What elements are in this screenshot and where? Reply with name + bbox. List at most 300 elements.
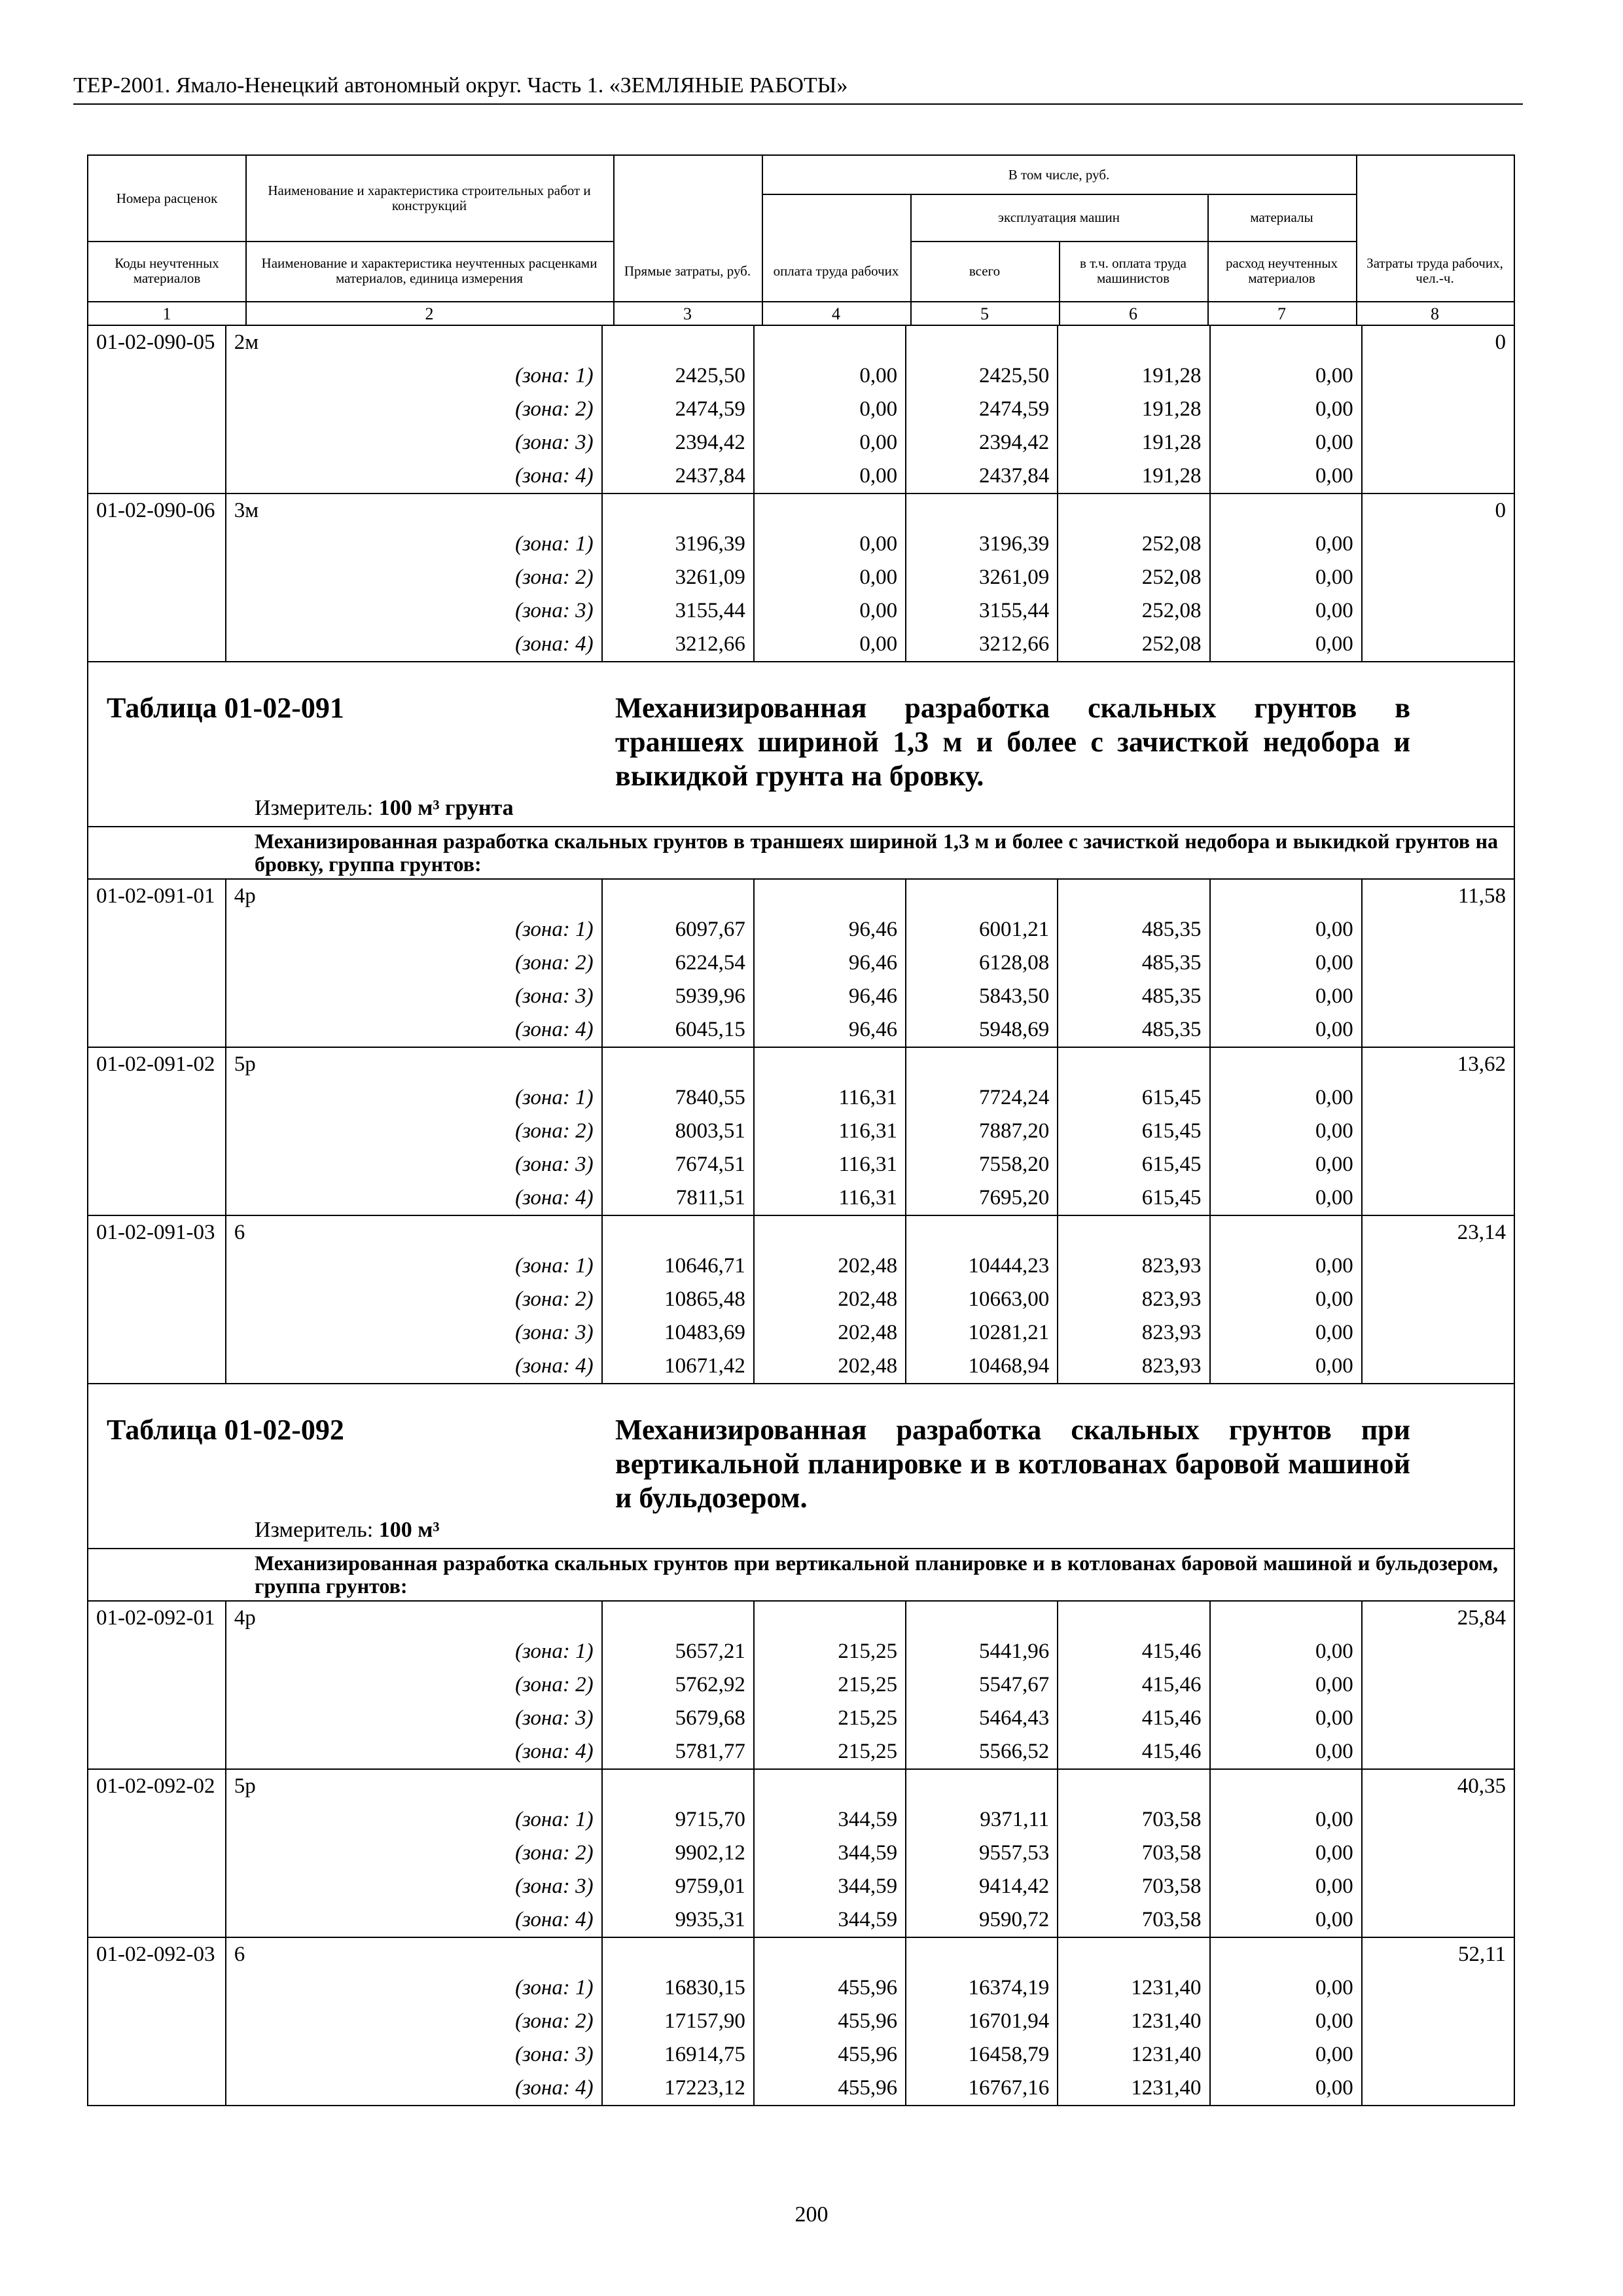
zone-row	[88, 1668, 1514, 1702]
machinist-wages: 615,45	[1058, 1148, 1209, 1181]
zone-row	[88, 1148, 1514, 1181]
empty-cell	[1210, 1047, 1362, 1081]
empty-cell	[88, 913, 226, 946]
empty-cell	[1058, 493, 1209, 528]
zone-row	[88, 2005, 1514, 2038]
zone-row	[88, 1249, 1514, 1283]
header-name-bottom: Наименование и характеристика неучтенных расценками материалов, единица измерения	[261, 255, 597, 286]
wages-cost: 455,96	[754, 2072, 906, 2105]
labor-cost: 25,84	[1362, 1601, 1514, 1635]
rate-code: 01-02-091-01	[88, 879, 226, 913]
machines-cost: 10663,00	[906, 1283, 1058, 1316]
materials-cost: 0,00	[1210, 2038, 1362, 2072]
zone-row	[88, 628, 1514, 661]
materials-cost: 0,00	[1210, 1635, 1362, 1668]
wages-cost: 215,25	[754, 1735, 906, 1769]
zone-label: (зона: 4)	[226, 2072, 602, 2105]
zone-row	[88, 1635, 1514, 1668]
zone-row	[88, 1735, 1514, 1769]
empty-cell	[1362, 1249, 1514, 1283]
machines-cost: 3196,39	[906, 528, 1058, 561]
zone-label: (зона: 1)	[226, 913, 602, 946]
machines-cost: 5566,52	[906, 1735, 1058, 1769]
machinist-wages: 191,28	[1058, 426, 1209, 459]
direct-cost: 6224,54	[602, 946, 754, 980]
machinist-wages: 252,08	[1058, 594, 1209, 628]
materials-cost: 0,00	[1210, 459, 1362, 493]
empty-cell	[88, 359, 226, 393]
wages-cost: 344,59	[754, 1903, 906, 1937]
machines-cost: 5948,69	[906, 1013, 1058, 1047]
materials-cost: 0,00	[1210, 528, 1362, 561]
wages-cost: 455,96	[754, 2038, 906, 2072]
header-machinist-wages: в т.ч. оплата труда машинистов	[1080, 255, 1186, 286]
machinist-wages: 1231,40	[1058, 1971, 1209, 2005]
zone-label: (зона: 3)	[226, 1870, 602, 1903]
section-description: Механизированная разработка скальных грунтов в траншеях шириной 1,3 м и более с зачисткой недобора и выкидкой грунтов на бровку, группа грунтов:	[255, 829, 1498, 876]
empty-cell	[1362, 594, 1514, 628]
empty-cell	[88, 1115, 226, 1148]
empty-cell	[1362, 1350, 1514, 1383]
empty-cell	[88, 1702, 226, 1735]
header-codes-top: Номера расценок	[116, 190, 218, 206]
machines-cost: 5441,96	[906, 1635, 1058, 1668]
unit-label: Измеритель:	[255, 1518, 374, 1542]
rate-name: 5р	[226, 1047, 602, 1081]
materials-cost: 0,00	[1210, 359, 1362, 393]
empty-cell	[1362, 1283, 1514, 1316]
zone-label: (зона: 2)	[226, 561, 602, 594]
header-labor: Затраты труда рабочих, чел.-ч.	[1366, 255, 1503, 286]
zone-row	[88, 1316, 1514, 1350]
empty-cell	[88, 1903, 226, 1937]
empty-cell	[1362, 980, 1514, 1013]
zone-row	[88, 1702, 1514, 1735]
zone-row	[88, 393, 1514, 426]
rate-name: 4р	[226, 879, 602, 913]
zone-label: (зона: 4)	[226, 459, 602, 493]
labor-cost: 13,62	[1362, 1047, 1514, 1081]
empty-cell	[88, 1013, 226, 1047]
empty-cell	[1362, 1837, 1514, 1870]
rate-row	[88, 879, 1514, 913]
materials-cost: 0,00	[1210, 1350, 1362, 1383]
zone-row	[88, 426, 1514, 459]
labor-cost: 0	[1362, 493, 1514, 528]
empty-cell	[1362, 1635, 1514, 1668]
zone-row	[88, 594, 1514, 628]
direct-cost: 17223,12	[602, 2072, 754, 2105]
machines-cost: 7887,20	[906, 1115, 1058, 1148]
materials-cost: 0,00	[1210, 628, 1362, 661]
materials-cost: 0,00	[1210, 1249, 1362, 1283]
wages-cost: 96,46	[754, 1013, 906, 1047]
machinist-wages: 252,08	[1058, 628, 1209, 661]
zone-row	[88, 2072, 1514, 2105]
rate-code: 01-02-092-01	[88, 1601, 226, 1635]
direct-cost: 10646,71	[602, 1249, 754, 1283]
materials-cost: 0,00	[1210, 1735, 1362, 1769]
zone-label: (зона: 1)	[226, 1971, 602, 2005]
zone-row	[88, 980, 1514, 1013]
machinist-wages: 191,28	[1058, 359, 1209, 393]
empty-cell	[602, 1047, 754, 1081]
wages-cost: 116,31	[754, 1148, 906, 1181]
machines-cost: 9371,11	[906, 1803, 1058, 1837]
empty-cell	[754, 1601, 906, 1635]
machinist-wages: 1231,40	[1058, 2005, 1209, 2038]
section-title-block	[88, 1384, 1514, 1548]
wages-cost: 96,46	[754, 946, 906, 980]
materials-cost: 0,00	[1210, 426, 1362, 459]
materials-cost: 0,00	[1210, 393, 1362, 426]
empty-cell	[88, 946, 226, 980]
direct-cost: 6045,15	[602, 1013, 754, 1047]
direct-cost: 2394,42	[602, 426, 754, 459]
direct-cost: 5657,21	[602, 1635, 754, 1668]
zone-row	[88, 1971, 1514, 2005]
col-number-1: 1	[162, 304, 171, 323]
machinist-wages: 615,45	[1058, 1081, 1209, 1115]
materials-cost: 0,00	[1210, 594, 1362, 628]
empty-cell	[754, 493, 906, 528]
empty-cell	[602, 1215, 754, 1249]
page-header: ТЕР-2001. Ямало-Ненецкий автономный округ. Часть 1. «ЗЕМЛЯНЫЕ РАБОТЫ»	[73, 73, 1523, 105]
zone-row	[88, 459, 1514, 493]
empty-cell	[88, 594, 226, 628]
empty-cell	[88, 528, 226, 561]
col-number-2: 2	[425, 304, 434, 323]
materials-cost: 0,00	[1210, 2072, 1362, 2105]
machinist-wages: 615,45	[1058, 1115, 1209, 1148]
wages-cost: 96,46	[754, 913, 906, 946]
zone-row	[88, 1115, 1514, 1148]
header-machines-total: всего	[969, 262, 1001, 279]
header-codes-bottom: Коды неучтенных материалов	[115, 255, 219, 286]
empty-cell	[1362, 2072, 1514, 2105]
wages-cost: 455,96	[754, 1971, 906, 2005]
empty-cell	[1362, 1971, 1514, 2005]
wages-cost: 455,96	[754, 2005, 906, 2038]
wages-cost: 0,00	[754, 594, 906, 628]
machines-cost: 10281,21	[906, 1316, 1058, 1350]
empty-cell	[88, 1870, 226, 1903]
labor-cost: 52,11	[1362, 1937, 1514, 1971]
rate-name: 3м	[226, 493, 602, 528]
empty-cell	[906, 326, 1058, 359]
machines-cost: 10444,23	[906, 1249, 1058, 1283]
machinist-wages: 823,93	[1058, 1249, 1209, 1283]
empty-cell	[1362, 1870, 1514, 1903]
materials-cost: 0,00	[1210, 946, 1362, 980]
header-including: В том числе, руб.	[1008, 166, 1110, 183]
empty-cell	[88, 1283, 226, 1316]
empty-cell	[1362, 628, 1514, 661]
zone-row	[88, 2038, 1514, 2072]
direct-cost: 16914,75	[602, 2038, 754, 2072]
labor-cost: 40,35	[1362, 1769, 1514, 1803]
rate-name: 6	[226, 1215, 602, 1249]
direct-cost: 9715,70	[602, 1803, 754, 1837]
empty-cell	[1362, 1735, 1514, 1769]
machines-cost: 16767,16	[906, 2072, 1058, 2105]
empty-cell	[1058, 1215, 1209, 1249]
zone-label: (зона: 1)	[226, 1081, 602, 1115]
table-body	[87, 326, 1515, 2106]
empty-cell	[906, 1937, 1058, 1971]
direct-cost: 7674,51	[602, 1148, 754, 1181]
materials-cost: 0,00	[1210, 1013, 1362, 1047]
empty-cell	[906, 879, 1058, 913]
rate-name: 4р	[226, 1601, 602, 1635]
machinist-wages: 703,58	[1058, 1870, 1209, 1903]
empty-cell	[88, 426, 226, 459]
materials-cost: 0,00	[1210, 980, 1362, 1013]
zone-label: (зона: 4)	[226, 1181, 602, 1215]
zone-label: (зона: 3)	[226, 980, 602, 1013]
wages-cost: 344,59	[754, 1803, 906, 1837]
machinist-wages: 415,46	[1058, 1668, 1209, 1702]
empty-cell	[1058, 326, 1209, 359]
wages-cost: 215,25	[754, 1702, 906, 1735]
empty-cell	[1362, 359, 1514, 393]
wages-cost: 0,00	[754, 628, 906, 661]
direct-cost: 10671,42	[602, 1350, 754, 1383]
wages-cost: 215,25	[754, 1635, 906, 1668]
machinist-wages: 823,93	[1058, 1283, 1209, 1316]
zone-label: (зона: 4)	[226, 1903, 602, 1937]
zone-row	[88, 359, 1514, 393]
empty-cell	[1362, 946, 1514, 980]
machines-cost: 3261,09	[906, 561, 1058, 594]
zone-label: (зона: 2)	[226, 1668, 602, 1702]
machines-cost: 7695,20	[906, 1181, 1058, 1215]
empty-cell	[1362, 1668, 1514, 1702]
machinist-wages: 823,93	[1058, 1316, 1209, 1350]
zone-label: (зона: 3)	[226, 2038, 602, 2072]
zone-row	[88, 1803, 1514, 1837]
empty-cell	[88, 980, 226, 1013]
materials-cost: 0,00	[1210, 1870, 1362, 1903]
materials-cost: 0,00	[1210, 1115, 1362, 1148]
empty-cell	[906, 1769, 1058, 1803]
zone-label: (зона: 1)	[226, 1249, 602, 1283]
empty-cell	[88, 2005, 226, 2038]
page-number: 200	[794, 2202, 829, 2227]
zone-label: (зона: 2)	[226, 1837, 602, 1870]
direct-cost: 3155,44	[602, 594, 754, 628]
empty-cell	[754, 879, 906, 913]
empty-cell	[906, 1047, 1058, 1081]
rate-row	[88, 1769, 1514, 1803]
machinist-wages: 615,45	[1058, 1181, 1209, 1215]
unit-value: 100 м³ грунта	[378, 796, 514, 820]
empty-cell	[1362, 528, 1514, 561]
direct-cost: 10483,69	[602, 1316, 754, 1350]
materials-cost: 0,00	[1210, 1971, 1362, 2005]
price-table	[87, 154, 1515, 2161]
zone-row	[88, 1013, 1514, 1047]
wages-cost: 202,48	[754, 1249, 906, 1283]
direct-cost: 7840,55	[602, 1081, 754, 1115]
direct-cost: 5679,68	[602, 1702, 754, 1735]
zone-label: (зона: 2)	[226, 393, 602, 426]
zone-label: (зона: 4)	[226, 1735, 602, 1769]
zone-row	[88, 1837, 1514, 1870]
machines-cost: 9557,53	[906, 1837, 1058, 1870]
rate-code: 01-02-092-02	[88, 1769, 226, 1803]
zone-label: (зона: 3)	[226, 1148, 602, 1181]
rate-name: 2м	[226, 326, 602, 359]
empty-cell	[1362, 2005, 1514, 2038]
empty-cell	[88, 1249, 226, 1283]
direct-cost: 5762,92	[602, 1668, 754, 1702]
empty-cell	[754, 1215, 906, 1249]
materials-cost: 0,00	[1210, 913, 1362, 946]
rate-row	[88, 1215, 1514, 1249]
machines-cost: 5547,67	[906, 1668, 1058, 1702]
materials-cost: 0,00	[1210, 1702, 1362, 1735]
empty-cell	[1362, 1115, 1514, 1148]
machinist-wages: 485,35	[1058, 1013, 1209, 1047]
empty-cell	[88, 1803, 226, 1837]
zone-label: (зона: 2)	[226, 1115, 602, 1148]
col-number-7: 7	[1277, 304, 1286, 323]
rate-group-table	[88, 326, 1514, 661]
machines-cost: 9414,42	[906, 1870, 1058, 1903]
direct-cost: 6097,67	[602, 913, 754, 946]
direct-cost: 17157,90	[602, 2005, 754, 2038]
zone-label: (зона: 4)	[226, 1350, 602, 1383]
empty-cell	[1362, 426, 1514, 459]
empty-cell	[1210, 1937, 1362, 1971]
machinist-wages: 415,46	[1058, 1735, 1209, 1769]
empty-cell	[1362, 1081, 1514, 1115]
empty-cell	[1362, 2038, 1514, 2072]
empty-cell	[1058, 1601, 1209, 1635]
zone-label: (зона: 1)	[226, 1803, 602, 1837]
empty-cell	[1362, 1181, 1514, 1215]
machinist-wages: 485,35	[1058, 980, 1209, 1013]
rate-code: 01-02-090-06	[88, 493, 226, 528]
zone-row	[88, 913, 1514, 946]
zone-label: (зона: 2)	[226, 946, 602, 980]
direct-cost: 7811,51	[602, 1181, 754, 1215]
empty-cell	[602, 1601, 754, 1635]
wages-cost: 0,00	[754, 528, 906, 561]
machinist-wages: 485,35	[1058, 913, 1209, 946]
empty-cell	[1058, 879, 1209, 913]
section-description-block	[88, 1548, 1514, 1600]
machinist-wages: 1231,40	[1058, 2072, 1209, 2105]
empty-cell	[88, 1735, 226, 1769]
section-table-name: Таблица 01-02-092	[107, 1414, 344, 1446]
wages-cost: 0,00	[754, 359, 906, 393]
empty-cell	[1362, 393, 1514, 426]
machinist-wages: 191,28	[1058, 393, 1209, 426]
machinist-wages: 485,35	[1058, 946, 1209, 980]
col-number-4: 4	[832, 304, 840, 323]
section-title: Механизированная разработка скальных грунтов в траншеях шириной 1,3 м и более с зачисткой недобора и выкидкой грунта на бровку.	[615, 692, 1410, 792]
header-direct-costs: Прямые затраты, руб.	[624, 262, 751, 279]
machinist-wages: 191,28	[1058, 459, 1209, 493]
materials-cost: 0,00	[1210, 1903, 1362, 1937]
direct-cost: 8003,51	[602, 1115, 754, 1148]
zone-label: (зона: 4)	[226, 628, 602, 661]
machines-cost: 5464,43	[906, 1702, 1058, 1735]
empty-cell	[1362, 1803, 1514, 1837]
rate-name: 5р	[226, 1769, 602, 1803]
empty-cell	[88, 459, 226, 493]
labor-cost: 23,14	[1362, 1215, 1514, 1249]
materials-cost: 0,00	[1210, 1803, 1362, 1837]
empty-cell	[1362, 459, 1514, 493]
rate-code: 01-02-090-05	[88, 326, 226, 359]
zone-label: (зона: 1)	[226, 1635, 602, 1668]
empty-cell	[88, 1148, 226, 1181]
empty-cell	[88, 2038, 226, 2072]
empty-cell	[1210, 879, 1362, 913]
empty-cell	[602, 493, 754, 528]
direct-cost: 3261,09	[602, 561, 754, 594]
direct-cost: 3212,66	[602, 628, 754, 661]
empty-cell	[602, 1937, 754, 1971]
direct-cost: 10865,48	[602, 1283, 754, 1316]
empty-cell	[88, 1316, 226, 1350]
empty-cell	[88, 393, 226, 426]
empty-cell	[754, 1047, 906, 1081]
machines-cost: 3212,66	[906, 628, 1058, 661]
zone-row	[88, 1350, 1514, 1383]
wages-cost: 344,59	[754, 1870, 906, 1903]
section-title-block	[88, 662, 1514, 826]
direct-cost: 5781,77	[602, 1735, 754, 1769]
direct-cost: 5939,96	[602, 980, 754, 1013]
wages-cost: 202,48	[754, 1350, 906, 1383]
table-header	[87, 154, 1515, 326]
table-section	[88, 661, 1514, 1383]
section-unit	[255, 1518, 440, 1543]
wages-cost: 202,48	[754, 1283, 906, 1316]
empty-cell	[906, 493, 1058, 528]
machinist-wages: 703,58	[1058, 1903, 1209, 1937]
zone-row	[88, 1903, 1514, 1937]
empty-cell	[1210, 493, 1362, 528]
empty-cell	[1058, 1047, 1209, 1081]
section-description: Механизированная разработка скальных грунтов при вертикальной планировке и в котлованах баровой машиной и бульдозером, группа грунтов:	[255, 1551, 1498, 1598]
rate-name: 6	[226, 1937, 602, 1971]
col-number-3: 3	[683, 304, 692, 323]
header-materials: расход неучтенных материалов	[1225, 255, 1338, 286]
labor-cost: 0	[1495, 331, 1506, 354]
machines-cost: 7724,24	[906, 1081, 1058, 1115]
empty-cell	[88, 1350, 226, 1383]
empty-cell	[88, 1837, 226, 1870]
empty-cell	[1362, 1316, 1514, 1350]
machines-cost: 16701,94	[906, 2005, 1058, 2038]
zone-label: (зона: 3)	[226, 426, 602, 459]
rate-row	[88, 493, 1514, 528]
empty-cell	[906, 1215, 1058, 1249]
empty-cell	[88, 1635, 226, 1668]
empty-cell	[754, 1769, 906, 1803]
unit-value: 100 м³	[378, 1518, 440, 1542]
materials-cost: 0,00	[1210, 1668, 1362, 1702]
machines-cost: 16374,19	[906, 1971, 1058, 2005]
wages-cost: 116,31	[754, 1181, 906, 1215]
direct-cost: 2437,84	[602, 459, 754, 493]
empty-cell	[1210, 1215, 1362, 1249]
